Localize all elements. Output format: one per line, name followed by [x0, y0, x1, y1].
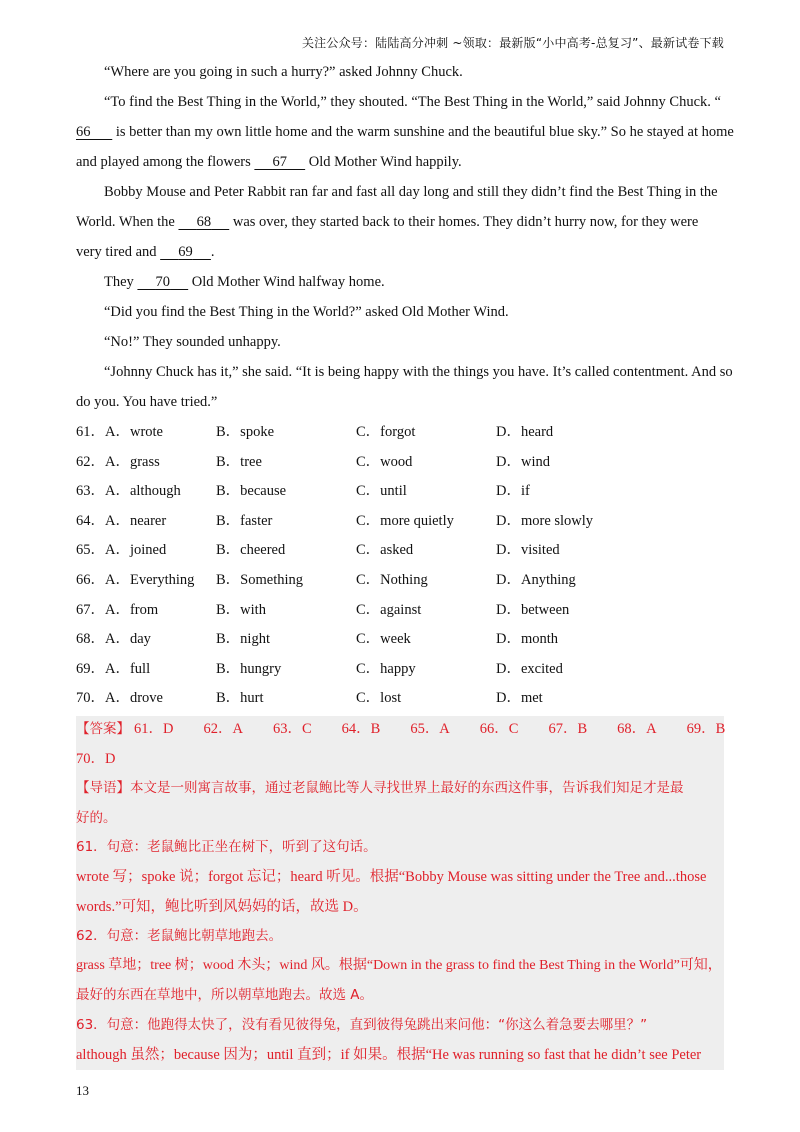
blank-69: 69 [178, 244, 193, 260]
option-b: B．cheered [216, 542, 286, 559]
option-c: C．against [356, 601, 422, 618]
option-n: 65．A．joined [76, 542, 167, 559]
answer-item: 63．C [272, 721, 312, 737]
passage-text: and played among the flowers [76, 154, 251, 170]
explanation-line: words.”可知，鲍比听到风妈妈的话，故选 D。 [76, 898, 368, 915]
passage-line [76, 210, 724, 240]
passage-line [76, 120, 734, 150]
explanation-line: 63．句意：他跑得太快了，没有看见彼得兔，直到彼得兔跳出来问他：“你这么着急要去哪里？” [76, 1016, 648, 1033]
option-d: D．Anything [496, 571, 576, 588]
passage-line [76, 90, 724, 120]
explanation-line: 61．句意：老鼠鲍比正坐在树下，听到了这句话。 [76, 839, 377, 856]
answer-item: 69．B [686, 721, 726, 737]
guide-line: 【导语】本文是一则寓言故事，通过老鼠鲍比等人寻找世界上最好的东西这件事，告诉我们知足才是最 [76, 780, 684, 797]
option-c: C．lost [356, 690, 402, 707]
explanation-line: wrote 写；spoke 说；forgot 忘记；heard 听见。根据“Bobby Mouse was sitting under the Tree and...those [76, 868, 707, 885]
passage-text: is better than my own little home and the warm sunshine and the beautiful blue sky.” So he stayed at home [112, 124, 734, 140]
option-n: 61．A．wrote [76, 424, 163, 440]
option-n: 63．A．although [76, 483, 181, 500]
passage [76, 60, 734, 716]
blank-66: 66 [76, 124, 91, 140]
page-header: 关注公众号：陆陆高分冲刺 ~领取：最新版“小中高考-总复习”、最新试卷下载 [301, 36, 724, 50]
option-d: D．excited [496, 660, 563, 677]
passage-text: They [104, 274, 134, 290]
option-row [76, 657, 724, 687]
option-n: 70．A．drove [76, 690, 163, 707]
option-n: 67．A．from [76, 601, 159, 618]
option-b: B．hurt [216, 690, 264, 707]
passage-line: do you. You have tried.” [76, 394, 218, 410]
passage-text: “To find the Best Thing in the World,” they shouted. “The Best Thing in the World,” said Johnny Chuck. “ [104, 94, 721, 110]
passage-line: “No!” They sounded unhappy. [104, 334, 281, 350]
answer-item: 65．A [410, 721, 450, 737]
blank-66-underline [91, 120, 113, 144]
passage-line: Bobby Mouse and Peter Rabbit ran far and fast all day long and still they didn’t find the Best Thing in the [104, 184, 718, 200]
explanation-line: 最好的东西在草地中，所以朝草地跑去。故选 A。 [76, 987, 374, 1004]
blank-67: 67 [272, 154, 288, 170]
passage-line [76, 240, 724, 270]
option-b: B．spoke [216, 424, 274, 440]
option-n: 64．A．nearer [76, 512, 167, 529]
passage-text: . [210, 244, 215, 260]
option-d: D．wind [496, 453, 550, 470]
option-c: C．week [356, 631, 411, 648]
options-list [76, 420, 724, 716]
option-c: C．forgot [356, 424, 416, 440]
option-c: C．asked [356, 542, 414, 559]
blank-68: 68 [196, 214, 212, 230]
explanation-line: 62．句意：老鼠鲍比朝草地跑去。 [76, 928, 283, 945]
option-d: D．more slowly [496, 512, 594, 529]
page-number: 13 [76, 1083, 89, 1098]
passage-line: “Johnny Chuck has it,” she said. “It is being happy with the things you have. It’s called contentment. And so [104, 364, 733, 380]
answer-item: 66．C [479, 721, 519, 737]
option-c: C．more quietly [356, 512, 454, 529]
option-b: B．with [216, 601, 266, 618]
option-b: B．hungry [216, 660, 282, 677]
option-row [76, 509, 724, 539]
passage-line [76, 150, 724, 180]
passage-line: “Did you find the Best Thing in the World?” asked Old Mother Wind. [104, 304, 509, 320]
option-b: B．because [216, 483, 287, 500]
passage-line [76, 270, 724, 300]
blank-70: 70 [155, 274, 171, 290]
answer-label: 【答案】 [76, 721, 130, 737]
option-n: 66．A．Everything [76, 571, 195, 588]
passage-text: was over, they started back to their homes. They didn’t hurry now, for they were [232, 214, 699, 230]
option-b: B．tree [216, 453, 262, 470]
option-d: D．between [496, 601, 570, 618]
option-d: D．met [496, 690, 543, 707]
option-row [76, 420, 724, 450]
passage-text: World. When the [76, 214, 175, 230]
option-d: D．heard [496, 424, 554, 440]
option-row [76, 450, 724, 480]
option-row [76, 568, 724, 598]
option-n: 68．A．day [76, 631, 151, 648]
answer-item: 67．B [548, 721, 588, 737]
passage-text: Old Mother Wind happily. [308, 154, 462, 170]
explanation-line: although 虽然；because 因为；until 直到；if 如果。根据“He was running so fast that he didn’t see Peter [76, 1046, 702, 1063]
answer-last: 70．D [76, 750, 116, 767]
option-b: B．faster [216, 512, 273, 529]
option-c: C．until [356, 483, 407, 500]
option-c: C．wood [356, 453, 413, 470]
answer-item: 64．B [341, 721, 381, 737]
passage-text: very tired and [76, 244, 157, 260]
option-row [76, 686, 724, 716]
passage-text: Old Mother Wind halfway home. [191, 274, 385, 290]
option-n: 69．A．full [76, 660, 151, 677]
option-row [76, 479, 724, 509]
option-row [76, 627, 724, 657]
answer-section [76, 716, 736, 1071]
option-n: 62．A．grass [76, 453, 160, 470]
option-d: D．visited [496, 542, 560, 559]
option-row [76, 538, 724, 568]
option-b: B．night [216, 631, 270, 648]
answer-row [76, 716, 736, 746]
explanation-line: grass 草地；tree 树；wood 木头；wind 风。根据“Down in the grass to find the Best Thing in the World”可知， [76, 957, 722, 973]
option-d: D．if [496, 483, 530, 500]
option-c: C．happy [356, 660, 416, 677]
answer-item: 68．A [617, 721, 657, 737]
answer-item: 62．A [203, 721, 243, 737]
option-row [76, 598, 724, 628]
passage-line: “Where are you going in such a hurry?” asked Johnny Chuck. [104, 64, 463, 80]
answer-item: 61．D [134, 721, 174, 737]
guide-line: 好的。 [76, 809, 117, 826]
option-d: D．month [496, 631, 559, 648]
option-b: B．Something [216, 571, 304, 588]
option-c: C．Nothing [356, 571, 428, 588]
